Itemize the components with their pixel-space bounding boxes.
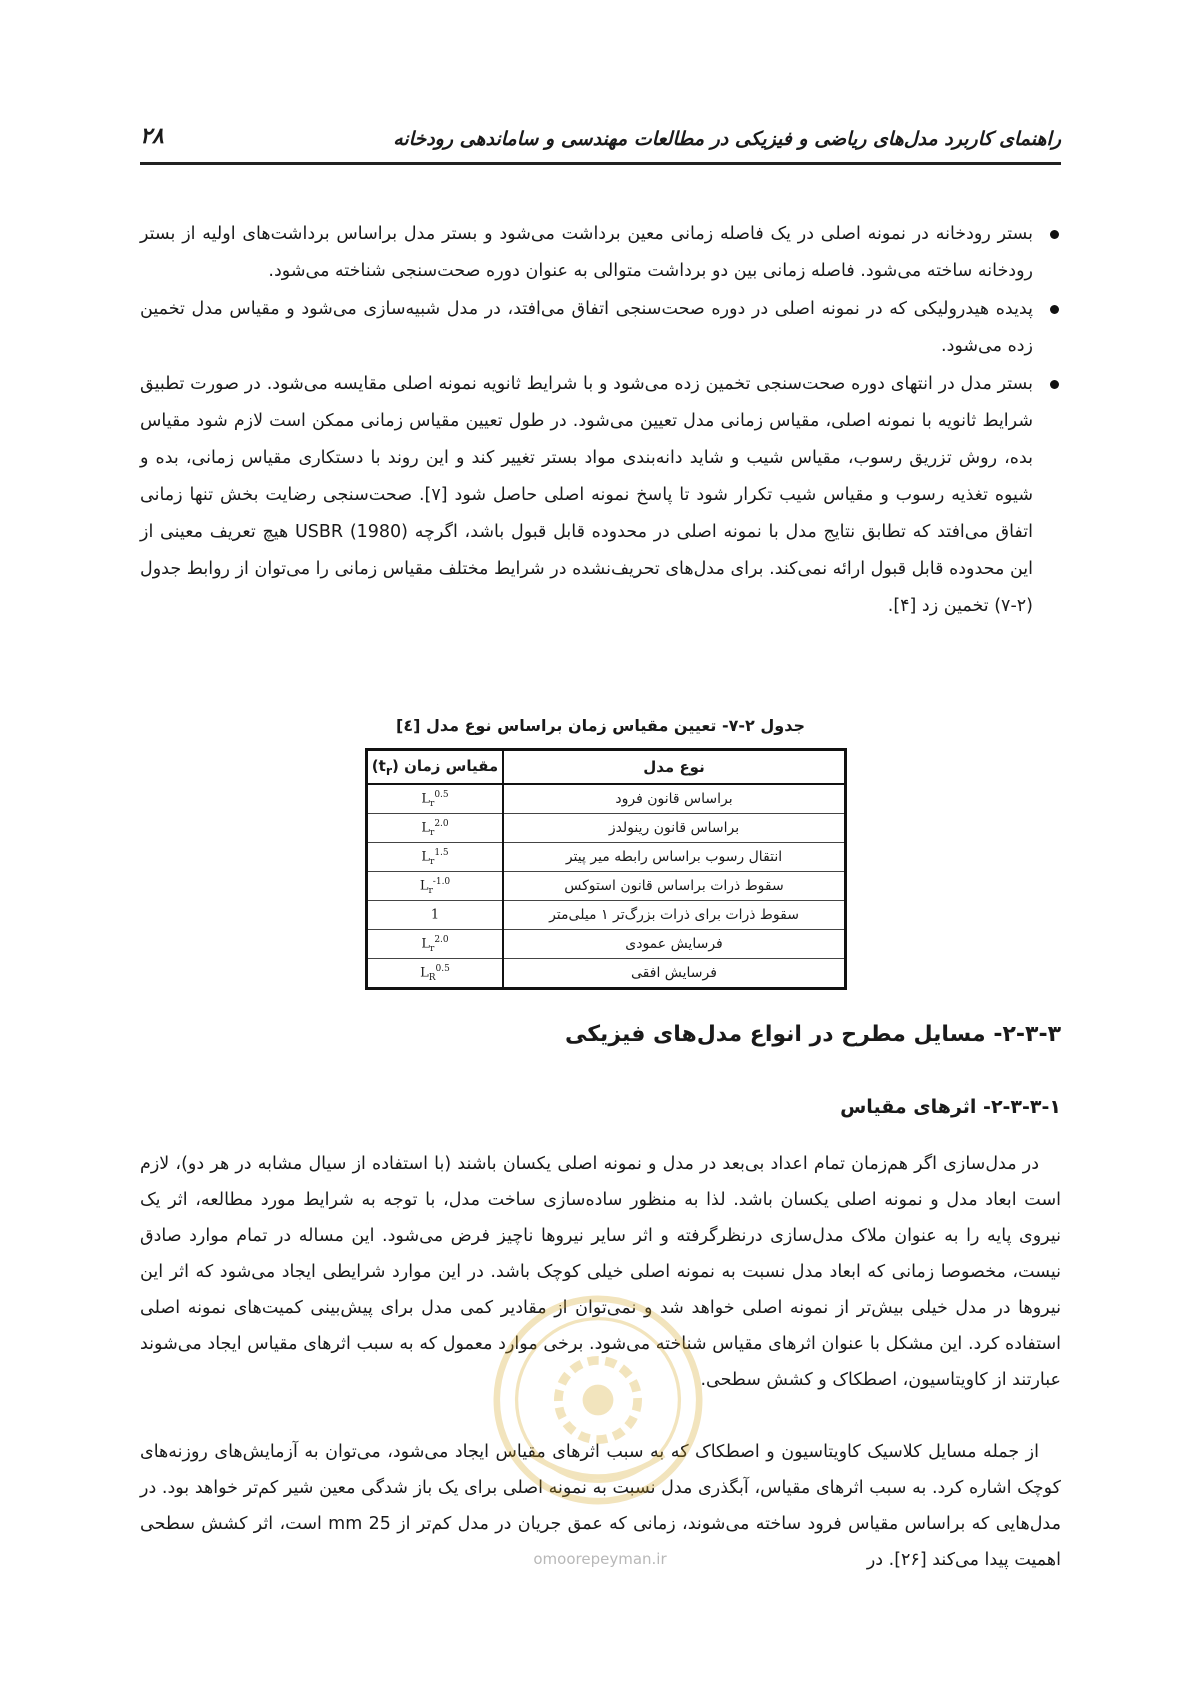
table-row xyxy=(367,901,846,930)
subsection-heading: ۲-۳-۳-۱- اثرهای مقیاس xyxy=(840,1096,1061,1118)
table-caption: جدول ۲-۷- تعیین مقیاس زمان براساس نوع مدل [٤] xyxy=(396,716,805,735)
table-row xyxy=(367,784,846,814)
column-header-scale: مقیاس زمان $(t_r)$ xyxy=(367,750,504,785)
table-row xyxy=(367,959,846,989)
bullet-icon xyxy=(1050,380,1059,389)
page-number: ۲۸ xyxy=(140,124,164,149)
paragraph: در مدل‌سازی اگر هم‌زمان تمام اعداد بی‌بعد در مدل و نمونه اصلی یکسان باشند (با استفاده از سیال مشابه در هر دو)، لازم است ابعاد مدل و نمونه اصلی یکسان باشد. لذا به منظور ساده‌سازی ساخت مدل، با توجه به شرایط مورد مطالعه، اثر یک نیروی پایه را به عنوان ملاک مدل‌سازی درنظرگرفته و اثر سایر نیروها ناچیز فرض می‌شود. این مساله در تمام موارد صادق نیست، مخصوصا زمانی که ابعاد مدل نسبت به نمونه اصلی خیلی کوچک باشد. در این موارد شرایطی ایجاد می‌شود که اثر این نیروها در مدل خیلی بیش‌تر از نمونه اصلی خواهد شد و نمی‌توان از مقادیر کمی مدل برای پیش‌بینی کمیت‌های نمونه اصلی استفاده کرد. این مشکل با عنوان اثرهای مقیاس شناخته می‌شود. برخی موارد معمول که به سبب اثرهای مقیاس ایجاد می‌شوند عبارتند از کاویتاسیون، اصطکاک و کشش سطحی. xyxy=(140,1154,1061,1390)
list-item: بستر رودخانه در نمونه اصلی در یک فاصله زمانی معین برداشت می‌شود و بستر مدل براساس برداشت‌های اولیه از بستر رودخانه ساخته می‌شود. فاصله زمانی بین دو برداشت متوالی به عنوان دوره صحت‌سنجی شناخته می‌شود. xyxy=(140,216,1061,290)
cell-time-scale: $L_R^{0.5}$ xyxy=(367,959,504,989)
cell-model-type: سقوط ذرات براساس قانون استوکس xyxy=(503,872,846,901)
cell-time-scale: 1 xyxy=(367,901,504,930)
cell-time-scale: $L_r^{-1.0}$ xyxy=(367,872,504,901)
table-row xyxy=(367,930,846,959)
bullet-icon xyxy=(1050,305,1059,314)
cell-time-scale: $L_r^{0.5}$ xyxy=(367,784,504,814)
watermark-site: omoorepeyman.ir xyxy=(533,1550,667,1568)
cell-model-type: انتقال رسوب براساس رابطه میر پیتر xyxy=(503,843,846,872)
cell-model-type: فرسایش عمودی xyxy=(503,930,846,959)
bullet-icon xyxy=(1050,230,1059,239)
cell-model-type: براساس قانون رینولدز xyxy=(503,814,846,843)
time-scale-table xyxy=(365,748,847,990)
paragraph: از جمله مسایل کلاسیک کاویتاسیون و اصطکاک که به سبب اثرهای مقیاس ایجاد می‌شود، می‌توان به آزمایش‌های روزنه‌های کوچک اشاره کرد. به سبب اثرهای مقیاس، آبگذری مدل نسبت به نمونه اصلی برای یک باز شدگی معین شیر کم‌تر خواهد بود. در مدل‌هایی که براساس مقیاس فرود ساخته می‌شوند، زمانی که عمق جریان در مدل کم‌تر از 25 mm است، اثر کشش سطحی اهمیت پیدا می‌کند [۲۶]. در xyxy=(140,1442,1061,1570)
table-header-row xyxy=(367,750,846,785)
cell-model-type: براساس قانون فرود xyxy=(503,784,846,814)
table-row xyxy=(367,814,846,843)
cell-time-scale: $L_r^{1.5}$ xyxy=(367,843,504,872)
list-item: پدیده هیدرولیکی که در نمونه اصلی در دوره صحت‌سنجی اتفاق می‌افتد، در مدل شبیه‌سازی می‌شود و مقیاس مدل تخمین زده می‌شود. xyxy=(140,291,1061,365)
cell-model-type: فرسایش افقی xyxy=(503,959,846,989)
table-row xyxy=(367,872,846,901)
cell-time-scale: $L_r^{2.0}$ xyxy=(367,814,504,843)
column-header-type: نوع مدل xyxy=(503,750,846,785)
list-item: بستر مدل در انتهای دوره صحت‌سنجی تخمین زده می‌شود و با شرایط ثانویه نمونه اصلی مقایسه می‌شود. در صورت تطبیق شرایط ثانویه با نمونه اصلی، مقیاس زمانی مدل تعیین می‌شود. در طول تعیین مقیاس زمانی ممکن است لازم شود مقیاس بده، روش تزریق رسوب، مقیاس شیب و شاید دانه‌بندی مواد بستر تغییر کند و این روند با دستکاری مقیاس زمانی، بده و شیوه تغذیه رسوب و مقیاس شیب تکرار شود تا پاسخ نمونه اصلی حاصل شود [۷]. صحت‌سنجی رضایت بخش تنها زمانی اتفاق می‌افتد که تطابق نتایج مدل با نمونه اصلی در محدوده قابل قبول باشد، اگرچه USBR (1980) هیچ تعریف معینی از این محدوده قابل قبول ارائه نمی‌کند. برای مدل‌های تحریف‌نشده در شرایط مختلف مقیاس زمانی را می‌توان از روابط جدول (۲-۷) تخمین زد [۴]. xyxy=(140,366,1061,625)
header-title: راهنمای کاربرد مدل‌های ریاضی و فیزیکی در مطالعات مهندسی و ساماندهی رودخانه xyxy=(393,128,1061,150)
section-heading: ۲-۳-۳- مسایل مطرح در انواع مدل‌های فیزیکی xyxy=(565,1022,1061,1047)
table-row xyxy=(367,843,846,872)
running-header xyxy=(140,122,1061,165)
cell-time-scale: $L_r^{2.0}$ xyxy=(367,930,504,959)
bullet-list xyxy=(140,216,1061,626)
cell-model-type: سقوط ذرات برای ذرات بزرگ‌تر ۱ میلی‌متر xyxy=(503,901,846,930)
